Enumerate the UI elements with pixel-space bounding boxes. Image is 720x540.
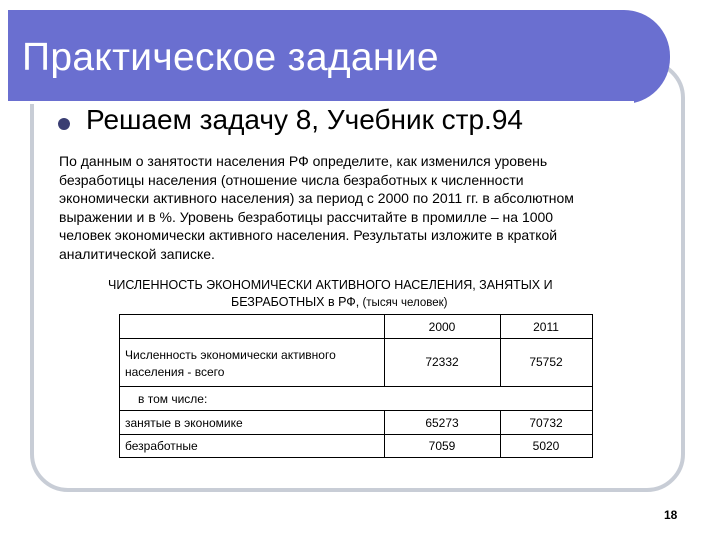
paragraph-line: По данным о занятости населения РФ определите, как изменился уровень (59, 153, 548, 169)
row-label-unemployed: безработные (125, 439, 198, 453)
caption-text: БЕЗРАБОТНЫХ в РФ, (231, 295, 360, 309)
paragraph-line: человек экономически активного населения. Результаты изложите в краткой (59, 227, 558, 243)
paragraph-line: безработицы населения (отношение числа безработных к численности (59, 171, 524, 188)
table-divider (120, 338, 592, 339)
year-header: 2000 (428, 320, 456, 334)
table-caption-line1: ЧИСЛЕННОСТЬ ЭКОНОМИЧЕСКИ АКТИВНОГО НАСЕЛЕНИЯ, ЗАНЯТЫХ И (108, 278, 553, 292)
value-cell: 75752 (529, 355, 563, 369)
value-cell: 72332 (425, 355, 459, 369)
value-cell: 70732 (529, 416, 563, 430)
table-divider (120, 410, 592, 411)
row-label-employed: занятые в экономике (125, 416, 243, 430)
bullet-dot-icon (58, 118, 70, 130)
label-line: населения - всего (125, 365, 225, 379)
row-label-including: в том числе: (138, 392, 208, 406)
value-cell: 7059 (428, 439, 456, 453)
year-header: 2011 (533, 320, 559, 334)
row-label-active (125, 347, 336, 381)
paragraph-line: экономически активного населения) за период с 2000 по 2011 гг. в абсолютном (59, 190, 574, 206)
table-caption-line2 (231, 295, 447, 309)
caption-units: (тысяч человек) (359, 297, 448, 309)
page-number: 18 (664, 508, 678, 522)
value-cell: 5020 (532, 439, 560, 453)
label-line: Численность экономически активного (125, 348, 336, 362)
paragraph-line: аналитической записке. (59, 245, 215, 262)
slide-title: Практическое задание (22, 36, 439, 79)
task-paragraph (59, 152, 679, 263)
title-band (8, 10, 670, 104)
table-divider (120, 386, 592, 387)
employment-table (119, 314, 593, 458)
task-subheading: Решаем задачу 8, Учебник стр.94 (86, 104, 523, 135)
table-divider (120, 434, 592, 435)
value-cell: 65273 (425, 416, 459, 430)
paragraph-line: выражении и в %. Уровень безработицы рассчитайте в промилле – на 1000 (59, 208, 554, 225)
